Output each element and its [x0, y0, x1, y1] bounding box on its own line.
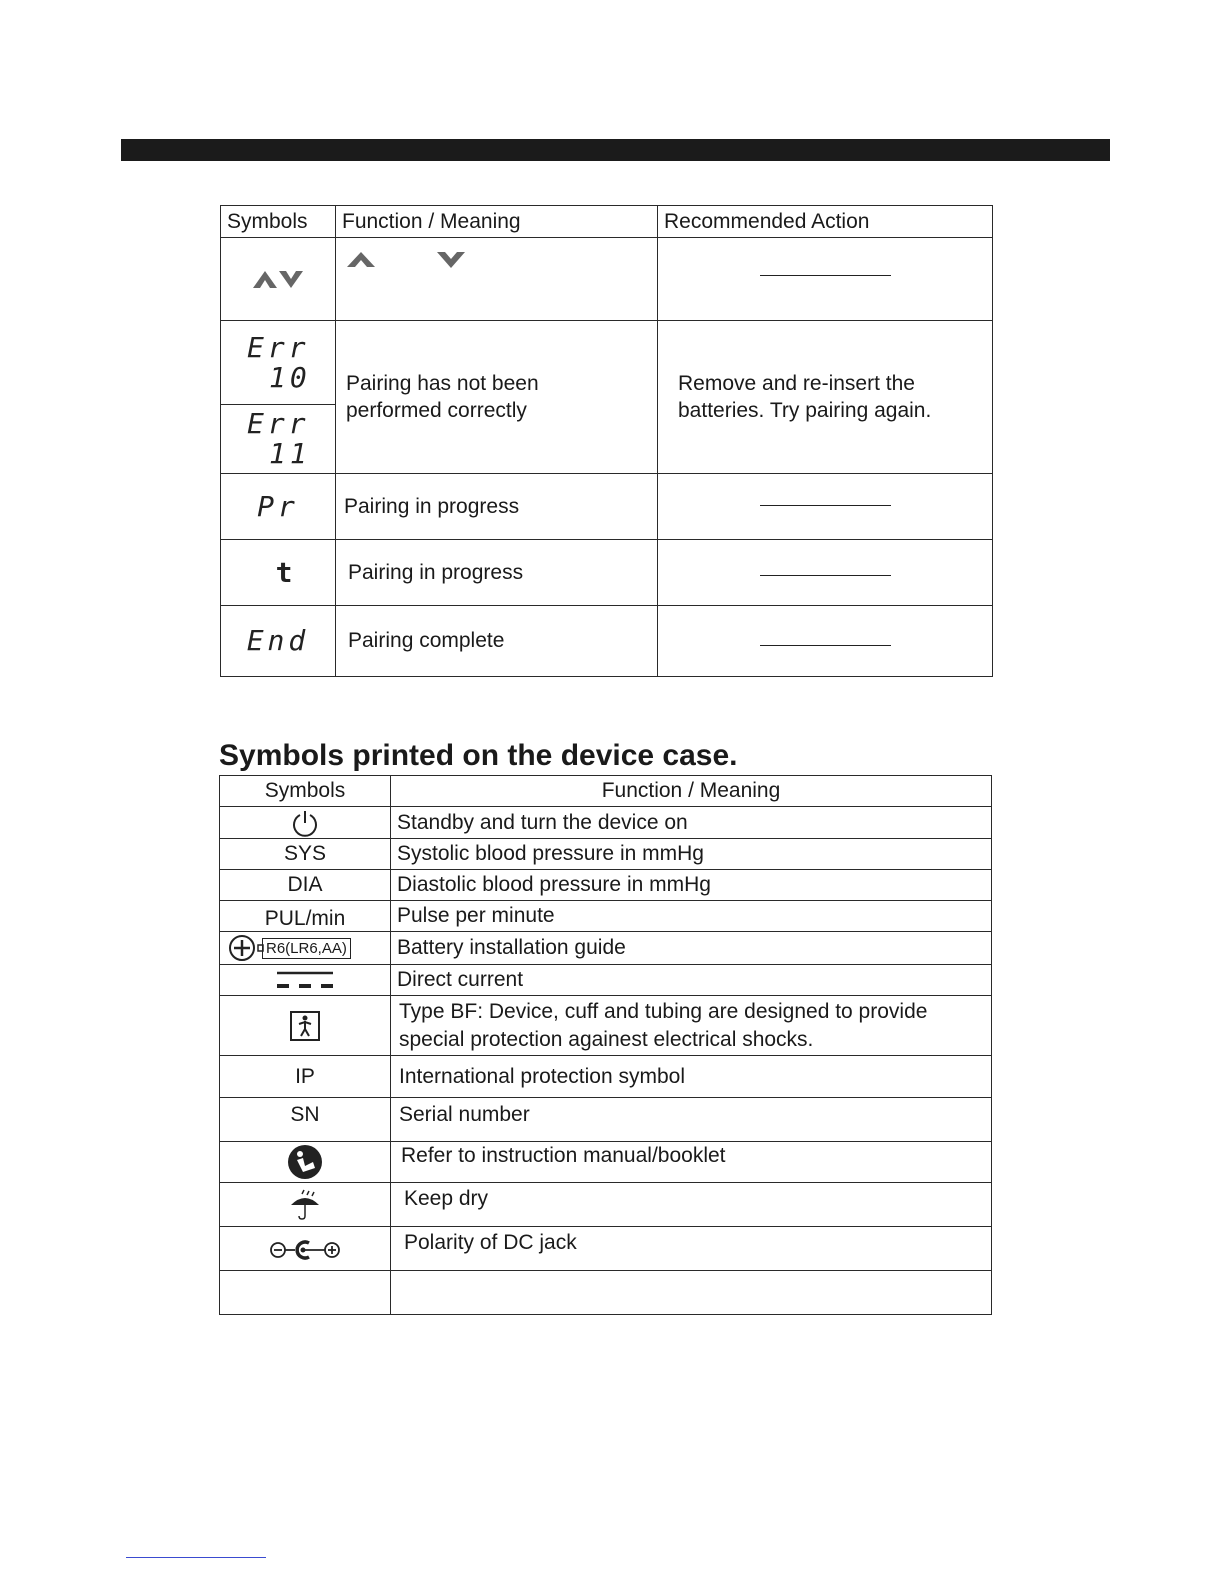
action-cell: [658, 321, 993, 474]
col-header-function: Function / Meaning: [391, 776, 992, 807]
table-row: [220, 1056, 992, 1098]
col-header-function: Function / Meaning: [336, 206, 658, 238]
symbol-cell: [220, 965, 391, 996]
table-row: [220, 996, 992, 1056]
header-bar: [121, 139, 1110, 161]
up-arrow-icon: [346, 251, 376, 269]
t-display: t: [275, 555, 297, 589]
err-10-display: [221, 330, 335, 394]
action-line-1: Remove and re-insert the: [678, 372, 915, 395]
col-header-symbols: Symbols: [220, 776, 391, 807]
meaning-cell: Keep dry: [391, 1183, 992, 1227]
symbol-cell: DIA: [220, 870, 391, 901]
meaning-cell: Standby and turn the device on: [391, 807, 992, 839]
table-row: [221, 606, 993, 677]
meaning-cell: [391, 996, 992, 1056]
meaning-cell: Serial number: [391, 1098, 992, 1142]
symbol-cell: [220, 1142, 391, 1183]
manual-icon: [287, 1144, 323, 1180]
err-10-label: Err 10: [247, 330, 311, 394]
meaning-cell: Polarity of DC jack: [391, 1227, 992, 1271]
meaning-cell: Direct current: [391, 965, 992, 996]
symbol-cell: [220, 807, 391, 839]
footer-link-line[interactable]: [126, 1557, 266, 1558]
table-row: [220, 839, 992, 870]
meaning-cell: Refer to instruction manual/booklet: [391, 1142, 992, 1183]
meaning-cell: International protection symbol: [391, 1056, 992, 1098]
end-display: End: [246, 624, 310, 657]
empty-action-line: [760, 645, 891, 646]
meaning-line-1: Pairing has not been: [346, 372, 539, 395]
table-row: [220, 965, 992, 996]
table-row: [220, 870, 992, 901]
arrows-up-down-icon: [252, 268, 304, 290]
table-row: [221, 474, 993, 540]
empty-action-line: [760, 575, 891, 576]
meaning-cell: Diastolic blood pressure in mmHg: [391, 870, 992, 901]
table-row: [221, 238, 993, 321]
symbol-cell: SN: [220, 1098, 391, 1142]
keep-dry-icon: [289, 1189, 321, 1221]
meaning-cell: [336, 321, 658, 474]
table-row: [220, 1098, 992, 1142]
symbol-cell: IP: [220, 1056, 391, 1098]
symbol-cell: [220, 1271, 391, 1315]
meaning-cell: Systolic blood pressure in mmHg: [391, 839, 992, 870]
symbol-cell: [221, 606, 336, 677]
meaning-cell: [391, 1271, 992, 1315]
table-row: [220, 807, 992, 839]
symbol-cell: SYS: [220, 839, 391, 870]
table-row: [220, 1227, 992, 1271]
meaning-cell: Pairing complete: [336, 606, 658, 677]
down-arrow-icon: [436, 251, 466, 269]
meaning-line-1: Type BF: Device, cuff and tubing are designed to provide: [399, 999, 928, 1023]
meaning-cell: Pairing in progress: [336, 540, 658, 606]
table-header-row: [220, 776, 992, 807]
pr-display: Pr: [257, 489, 299, 523]
symbol-cell: [221, 474, 336, 540]
err-11-display: [221, 409, 335, 469]
symbol-cell: [221, 238, 336, 321]
type-bf-icon: [289, 1010, 321, 1042]
table-row: [220, 932, 992, 965]
device-case-symbols-table: [219, 775, 992, 1315]
symbol-cell: [220, 1227, 391, 1271]
action-line-2: batteries. Try pairing again.: [678, 399, 932, 422]
meaning-cell: Battery installation guide: [391, 932, 992, 965]
empty-action-line: [760, 275, 891, 276]
empty-action-line: [760, 505, 891, 506]
symbol-cell: [221, 321, 336, 405]
action-cell: [658, 474, 993, 540]
action-cell: [658, 540, 993, 606]
meaning-cell: Pairing in progress: [336, 474, 658, 540]
symbol-cell: PUL/min: [220, 901, 391, 932]
symbol-cell: [220, 1183, 391, 1227]
section-title: Symbols printed on the device case.: [219, 739, 738, 772]
symbol-cell: [220, 932, 391, 965]
action-cell: [658, 606, 993, 677]
table-row: [220, 1271, 992, 1315]
table-header-row: [221, 206, 993, 238]
table-row: [221, 321, 993, 405]
symbol-cell: [221, 540, 336, 606]
meaning-cell: [336, 238, 658, 321]
direct-current-icon: [275, 969, 335, 991]
battery-label: R6(LR6,AA): [262, 938, 351, 959]
dc-polarity-icon: [269, 1238, 341, 1260]
meaning-line-2: special protection againest electrical shocks.: [399, 1027, 814, 1051]
power-icon: [291, 809, 319, 837]
table-row: [220, 1142, 992, 1183]
table-row: [220, 901, 992, 932]
meaning-line-2: performed correctly: [346, 399, 527, 422]
symbol-cell: [220, 996, 391, 1056]
col-header-action: Recommended Action: [658, 206, 993, 238]
error-symbols-table: [220, 205, 993, 677]
meaning-cell: Pulse per minute: [391, 901, 992, 932]
col-header-symbols: Symbols: [221, 206, 336, 238]
table-row: [221, 540, 993, 606]
table-row: [220, 1183, 992, 1227]
action-cell: [658, 238, 993, 321]
err-11-label: Err 11: [247, 407, 311, 470]
symbol-cell: [221, 405, 336, 474]
battery-plus-icon: [228, 934, 264, 962]
